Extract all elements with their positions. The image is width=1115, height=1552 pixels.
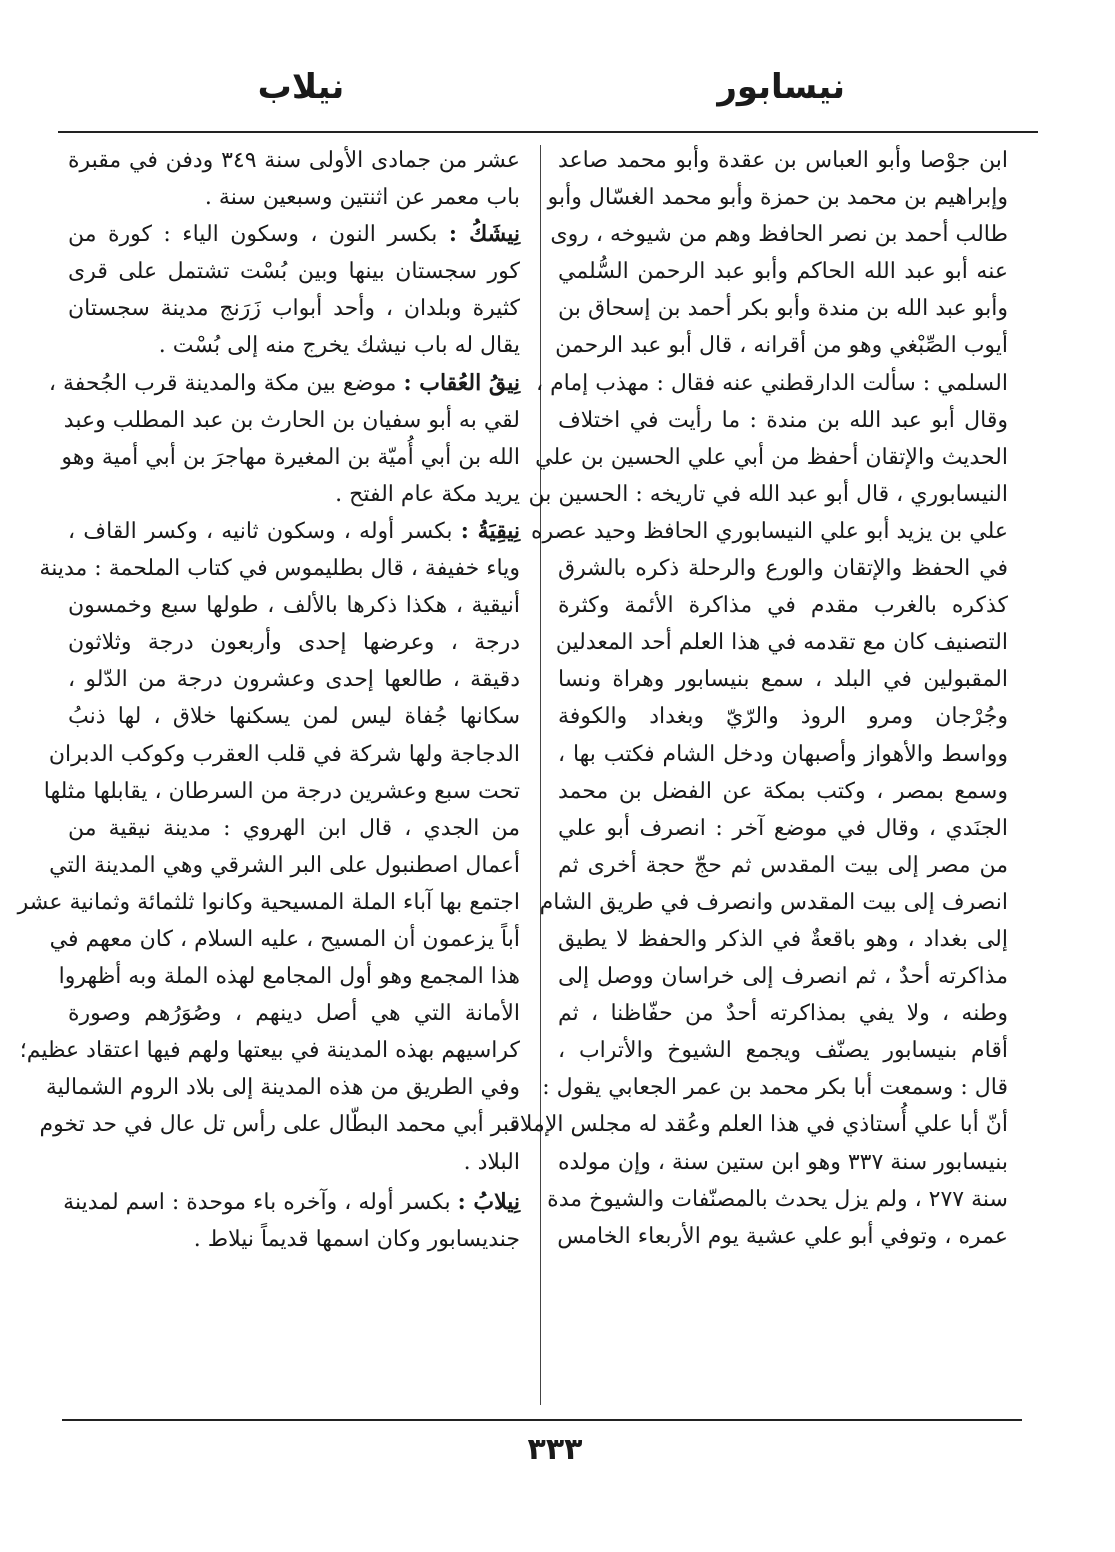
column-divider [540,145,541,1405]
text-line: أنيقية ، هكذا ذكرها بالألف ، طولها سبع وخمسون [68,593,520,619]
text-line: جنديسابور وكان اسمها قديماً نيلاط . [193,1226,520,1252]
text-line: أقام بنيسابور يصنّف ويجمع الشيوخ والأتراب ، [558,1038,1008,1064]
text-line: وأبو عبد الله بن مندة وأبو بكر أحمد بن إسحاق بن [558,296,1008,322]
text-line: الحديث والإتقان أحفظ من أبي علي الحسين بن علي [535,444,1008,470]
entry-headword: نِيقُ العُقاب : [403,369,520,396]
text-line: مذاكرته أحدٌ ، ثم انصرف إلى خراسان ووصل إلى [558,964,1008,990]
text-line: باب معمر عن اثنتين وسبعين سنة . [204,185,520,211]
text-line: كثيرة وبلدان ، وأحد أبواب زَرَنج مدينة سجستان [68,296,520,322]
running-head-right: نيسابور [717,67,845,107]
text-line: انصرف إلى بيت المقدس وانصرف في طريق الشام [539,889,1008,915]
text-line: كراسيهم بهذه المدينة في بيعتها ولهم فيها اعتقاد عظيم؛ [19,1038,520,1064]
entry-text: بكسر أوله ، وسكون ثانيه ، وكسر القاف ، [68,518,453,544]
text-line: لقي به أبو سفيان بن الحارث بن عبد المطلب وعبد [63,407,520,433]
text-line: السلمي : سألت الدارقطني عنه فقال : مهذب إمام ، [535,370,1008,396]
entry-first-line [63,1184,520,1221]
text-line: التصنيف كان مع تقدمه في هذا العلم أحد المعدلين [555,630,1008,656]
text-line: يريد مكة عام الفتح . [335,481,520,507]
left-column [17,142,521,1258]
text-line: في الحفظ والإتقان والورع والرحلة ذكره بالشرق [558,556,1008,582]
page-number: ٣٣٣ [527,1432,583,1467]
text-line: تحت سبع وعشرين درجة من السرطان ، يقابلها مثلها [43,778,520,804]
text-line: البلاد . [463,1149,520,1175]
text-line: كور سجستان بينها وبين بُسْت تشتمل على قرى [68,259,520,285]
bottom-rule [62,1419,1022,1421]
text-line: قال : وسمعت أبا بكر محمد بن عمر الجعابي يقول : [542,1075,1008,1101]
text-line: دقيقة ، طالعها إحدى وعشرون درجة من الدّلو ، [68,667,520,693]
entry-text: بكسر النون ، وسكون الياء : كورة من [68,222,438,248]
text-line: عنه أبو عبد الله الحاكم وأبو عبد الرحمن السُّلمي [558,259,1008,285]
text-line: وفي الطريق من هذه المدينة إلى بلاد الروم الشمالية [45,1075,520,1101]
text-line: من مصر إلى بيت المقدس ثم حجّ حجة أخرى ثم [558,852,1008,878]
text-line: ابن جوْصا وأبو العباس بن عقدة وأبو محمد صاعد [558,148,1008,173]
text-line: اجتمع بها آباء الملة المسيحية وكانوا ثلثمائة وثمانية عشر [17,889,520,915]
text-line: المقبولين في البلد ، سمع بنيسابور وهراة ونسا [558,667,1008,693]
text-line: قبر أبي محمد البطّال على رأس تل عال في حد تخوم [39,1112,520,1138]
text-line: وياء خفيفة ، قال بطليموس في كتاب الملحمة : مدينة [39,556,520,582]
text-line: من الجدي ، قال ابن الهروي : مدينة نيقية من [68,815,520,841]
text-line: أعمال اصطنبول على البر الشرقي وهي المدينة التي [49,852,520,878]
text-line: سكانها جُفاة ليس لمن يسكنها خلاق ، لها ذنبُ [68,704,520,730]
entry-first-line [48,365,520,402]
entry-headword: نِيشَكُ : [448,221,521,248]
text-line: علي بن يزيد أبو علي النيسابوري الحافظ وحيد عصره [531,518,1008,544]
text-line: النيسابوري ، قال أبو عبد الله في تاريخه : الحسين بن [528,481,1008,507]
entry-text: بكسر أوله ، وآخره باء موحدة : اسم لمدينة [63,1189,451,1215]
text-line: الجنَدي ، وقال في موضع آخر : انصرف أبو علي [558,815,1008,841]
text-line: وطنه ، ولا يفي بمذاكرته أحدٌ من حفّاظنا ، ثم [558,1001,1008,1027]
text-line: وسمع بمصر ، وكتب بمكة عن الفضل بن محمد [558,778,1008,804]
text-line: وقال أبو عبد الله بن مندة : ما رأيت في اختلاف [558,407,1008,433]
text-line: طالب أحمد بن نصر الحافظ وهم من شيوخه ، روى [550,222,1008,248]
top-rule [58,131,1038,133]
text-line: هذا المجمع وهو أول المجامع لهذه الملة وبه أظهروا [58,964,520,990]
text-line: الأمانة التي هي أصل دينهم ، وصُوَرُهم وصورة [68,1001,520,1027]
text-line: أباً يزعمون أن المسيح ، عليه السلام ، كان معهم في [49,926,520,952]
text-line: أنّ أبا علي أُستاذي في هذا العلم وعُقد له مجلس الإملاء [509,1112,1008,1138]
entry-text: موضع بين مكة والمدينة قرب الجُحفة ، [48,370,397,396]
entry-headword: نِيقِيَةُ : [460,517,520,544]
text-line: عمره ، وتوفي أبو علي عشية يوم الأربعاء الخامس [557,1223,1008,1249]
entry-headword: نِيلابُ : [457,1188,520,1215]
text-line: بنيسابور سنة ٣٣٧ وهو ابن ستين سنة ، وإن مولده [558,1149,1008,1175]
running-head-left: نيلاب [257,67,345,107]
right-column [509,142,1008,1255]
text-line: الدجاجة ولها شركة في قلب العقرب وكوكب الدبران [48,741,520,767]
text-line: الله بن أبي أُميّة بن المغيرة مهاجرَ بن أبي أمية وهو [61,444,520,470]
text-line: يقال له باب نيشك يخرج منه إلى بُسْت . [158,333,520,359]
text-line: وواسط والأهواز وأصبهان ودخل الشام فكتب بها ، [558,741,1008,767]
text-line: عشر من جمادى الأولى سنة ٣٤٩ ودفن في مقبرة [68,148,520,173]
entry-first-line [68,513,520,550]
text-line: وإبراهيم بن محمد بن حمزة وأبو محمد الغسّال وأبو [547,185,1008,211]
text-line: سنة ٢٧٧ ، ولم يزل يحدث بالمصنّفات والشيوخ مدة [547,1186,1008,1212]
entry-first-line [68,216,520,253]
text-line: وجُرْجان ومرو الروذ والرّيّ وبغداد والكوفة [558,704,1008,730]
text-line: كذكره بالغرب مقدم في مذاكرة الأئمة وكثرة [558,593,1008,619]
text-line: أيوب الصِّبْغي وهو من أقرانه ، قال أبو عبد الرحمن [555,333,1008,359]
text-line: إلى بغداد ، وهو باقعةٌ في الذكر والحفظ لا يطيق [558,926,1008,952]
text-line: درجة ، وعرضها إحدى وأربعون درجة وثلاثون [68,630,520,656]
